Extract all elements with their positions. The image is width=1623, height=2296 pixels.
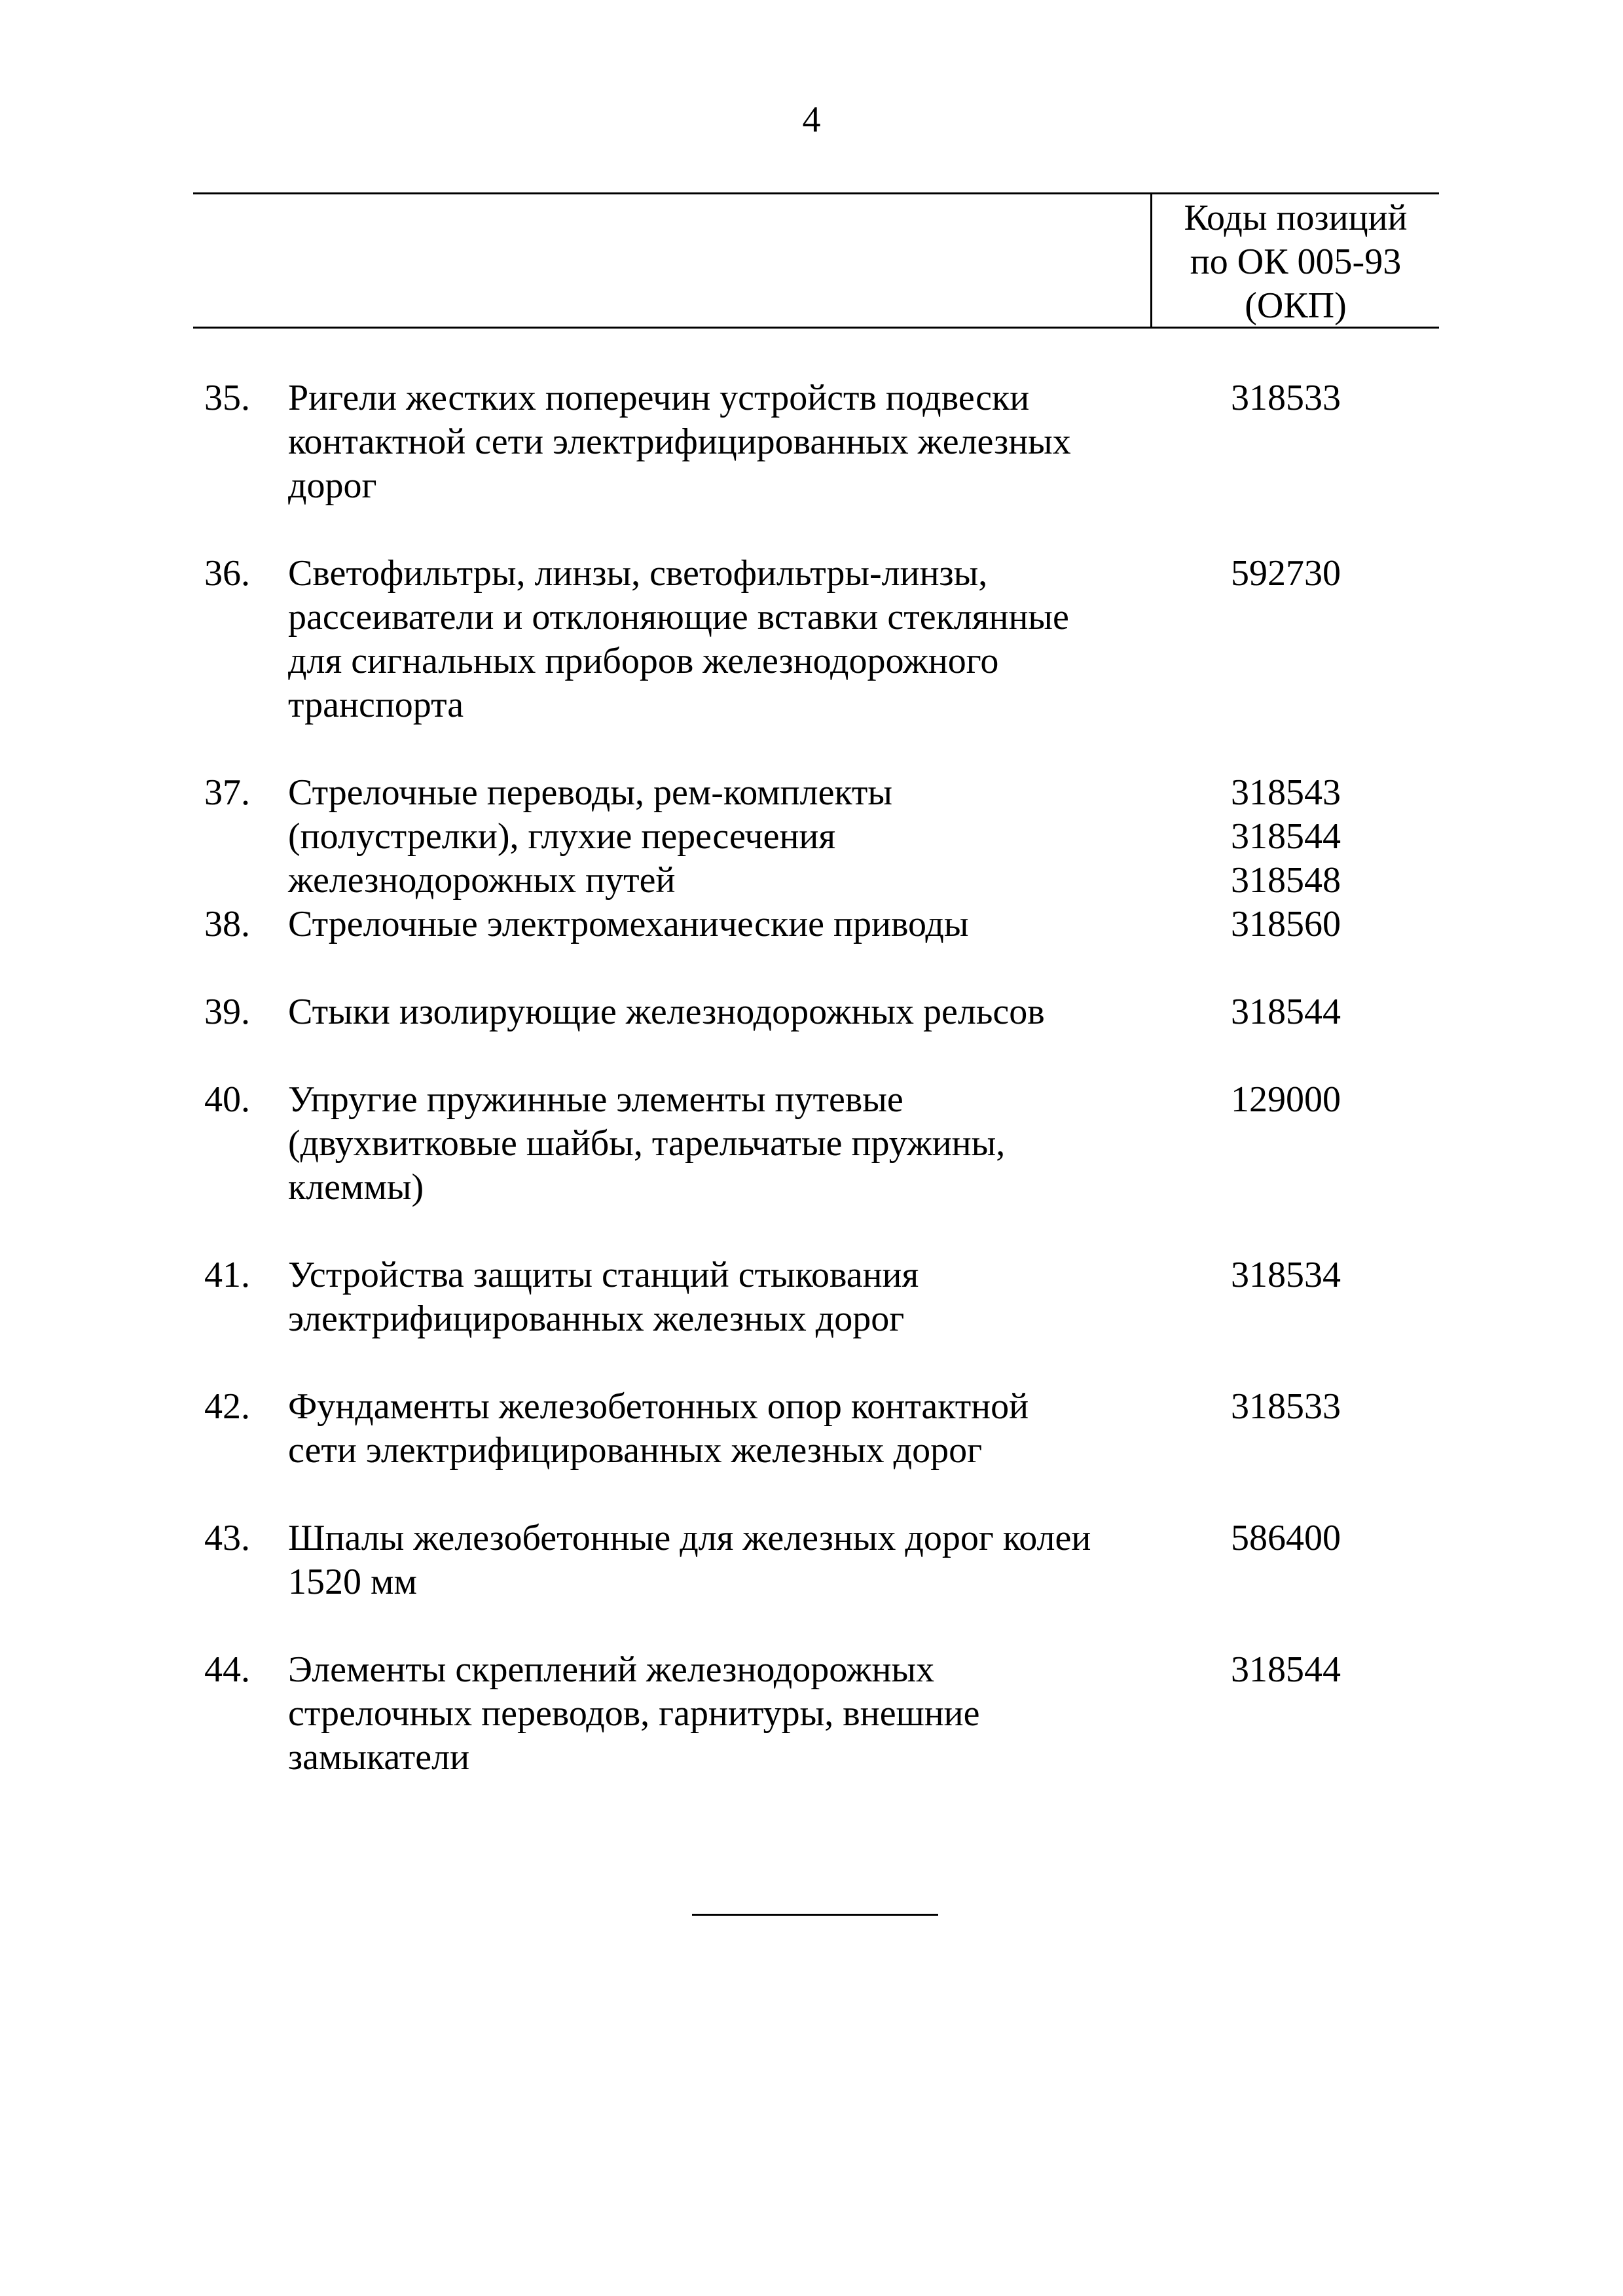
item-number: 42. (204, 1386, 250, 1427)
description-line: 1520 мм (288, 1562, 417, 1602)
description-line: Стрелочные электромеханические приводы (288, 904, 969, 944)
okp-code: 592730 (1231, 553, 1341, 594)
item-codes (1231, 1078, 1362, 1122)
okp-code: 318543 (1231, 772, 1341, 813)
item-description (288, 990, 1139, 1034)
item-number: 35. (204, 378, 250, 418)
description-line: дорог (288, 465, 377, 506)
item-number: 40. (204, 1079, 250, 1120)
description-line: (полустрелки), глухие пересечения (288, 816, 836, 857)
item-number: 39. (204, 992, 250, 1032)
item-description (288, 771, 1139, 903)
table-top-rule (193, 192, 1439, 194)
codes-header-line: Коды позиций (1184, 198, 1408, 238)
description-line: контактной сети электрифицированных железных (288, 422, 1071, 462)
description-line: Стыки изолирующие железнодорожных рельсов (288, 992, 1045, 1032)
description-line: Устройства защиты станций стыкования (288, 1255, 919, 1295)
item-number: 44. (204, 1649, 250, 1690)
description-line: Шпалы железобетонные для железных дорог колеи (288, 1518, 1091, 1558)
item-description (288, 903, 1139, 946)
item-number: 43. (204, 1518, 250, 1558)
description-line: (двухвитковые шайбы, тарельчатые пружины, (288, 1123, 1006, 1164)
description-line: Фундаменты железобетонных опор контактной (288, 1386, 1029, 1427)
description-line: Упругие пружинные элементы путевые (288, 1079, 903, 1120)
item-number: 41. (204, 1255, 250, 1295)
item-description (288, 552, 1139, 727)
item-description (288, 1385, 1139, 1473)
description-line: железнодорожных путей (288, 860, 676, 901)
codes-header-line: (ОКП) (1245, 285, 1347, 326)
description-line: Светофильтры, линзы, светофильтры-линзы, (288, 553, 988, 594)
description-line: рассеиватели и отклоняющие вставки стеклянные (288, 597, 1069, 637)
item-codes (1231, 1648, 1362, 1692)
okp-code: 318544 (1231, 992, 1341, 1032)
okp-code: 129000 (1231, 1079, 1341, 1120)
okp-code: 318544 (1231, 816, 1341, 857)
item-number: 38. (204, 904, 250, 944)
okp-code: 586400 (1231, 1518, 1341, 1558)
page-number: 4 (802, 99, 821, 140)
item-number: 36. (204, 553, 250, 594)
description-line: клеммы) (288, 1167, 424, 1208)
description-line: транспорта (288, 685, 464, 725)
description-line: сети электрифицированных железных дорог (288, 1430, 983, 1471)
item-codes (1231, 1253, 1362, 1297)
item-description (288, 1516, 1139, 1604)
codes-column-header (1152, 196, 1439, 328)
item-codes (1231, 1516, 1362, 1560)
okp-code: 318560 (1231, 904, 1341, 944)
description-line: Элементы скреплений железнодорожных (288, 1649, 935, 1690)
item-codes (1231, 903, 1362, 946)
description-line: стрелочных переводов, гарнитуры, внешние (288, 1693, 980, 1734)
okp-code: 318533 (1231, 1386, 1341, 1427)
codes-header-line: по ОК 005-93 (1190, 242, 1402, 282)
item-codes (1231, 376, 1362, 420)
okp-code: 318533 (1231, 378, 1341, 418)
item-description (288, 376, 1139, 508)
item-description (288, 1648, 1139, 1780)
description-line: электрифицированных железных дорог (288, 1299, 905, 1339)
okp-code: 318534 (1231, 1255, 1341, 1295)
item-codes (1231, 990, 1362, 1034)
okp-code: 318548 (1231, 860, 1341, 901)
description-line: Стрелочные переводы, рем-комплекты (288, 772, 892, 813)
item-number: 37. (204, 772, 250, 813)
okp-code: 318544 (1231, 1649, 1341, 1690)
item-description (288, 1253, 1139, 1341)
description-line: замыкатели (288, 1737, 470, 1778)
item-codes (1231, 552, 1362, 596)
item-codes (1231, 771, 1362, 903)
item-description (288, 1078, 1139, 1210)
item-codes (1231, 1385, 1362, 1429)
description-line: Ригели жестких поперечин устройств подвески (288, 378, 1030, 418)
end-of-list-rule (692, 1914, 938, 1916)
description-line: для сигнальных приборов железнодорожного (288, 641, 999, 681)
